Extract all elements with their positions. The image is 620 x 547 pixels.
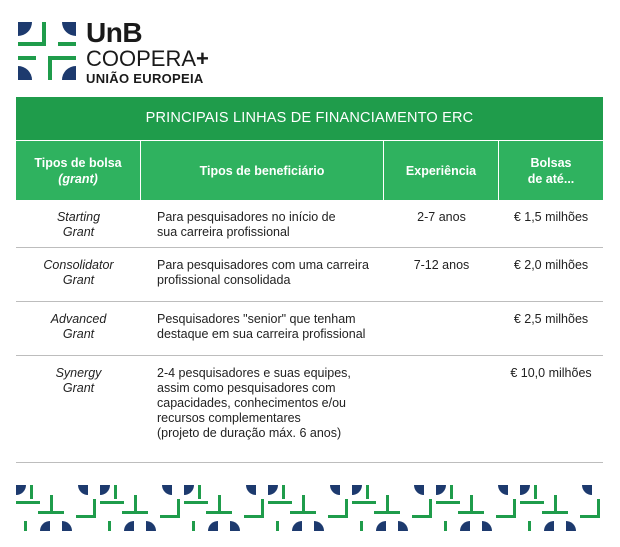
table-row bbox=[16, 200, 603, 248]
cell-beneficiary: Para pesquisadores com uma carreira profissional consolidada bbox=[157, 258, 369, 287]
table-row bbox=[16, 356, 603, 463]
cell-amount: € 2,5 milhões bbox=[513, 312, 589, 326]
header-beneficiary: Tipos de beneficiário bbox=[141, 141, 384, 200]
header-amount-sub: de até... bbox=[527, 171, 575, 186]
header-grant-type bbox=[16, 141, 141, 200]
decorative-geometric-pattern-icon bbox=[16, 485, 603, 531]
logo-brand: UnB bbox=[86, 17, 143, 48]
logo-plus-symbol: + bbox=[196, 46, 209, 71]
logo-subtitle: UNIÃO EUROPEIA bbox=[86, 71, 204, 86]
cell-experience bbox=[384, 302, 499, 355]
erc-funding-table bbox=[16, 97, 603, 463]
table-header-row bbox=[16, 140, 603, 200]
header-experience: Experiência bbox=[384, 141, 499, 200]
cell-amount: € 10,0 milhões bbox=[510, 366, 592, 380]
cell-amount: € 2,0 milhões bbox=[513, 258, 589, 272]
table-row bbox=[16, 302, 603, 356]
logo-program-name: COOPERA bbox=[86, 46, 197, 71]
table-row bbox=[16, 248, 603, 302]
cell-experience: 7-12 anos bbox=[413, 258, 470, 272]
table-title: PRINCIPAIS LINHAS DE FINANCIAMENTO ERC bbox=[16, 97, 603, 140]
header-amount bbox=[499, 141, 603, 200]
cell-beneficiary: Para pesquisadores no início de sua carreira profissional bbox=[157, 210, 336, 239]
cell-grant: Synergy Grant bbox=[55, 366, 102, 395]
cell-grant: Consolidator Grant bbox=[43, 258, 114, 287]
header-grant-type-label: Tipos de bolsa bbox=[34, 155, 122, 170]
cell-grant: Starting Grant bbox=[56, 210, 101, 239]
cell-beneficiary: 2-4 pesquisadores e suas equipes, assim como pesquisadores com capacidades, conhecimentos e/ou recursos complementares (projeto de duração máx. 6 anos) bbox=[157, 366, 351, 440]
logo-program bbox=[86, 48, 209, 70]
cell-beneficiary: Pesquisadores "senior" que tenham destaque em sua carreira profissional bbox=[157, 312, 366, 341]
cell-experience: 2-7 anos bbox=[417, 210, 466, 224]
coopera-cross-icon bbox=[18, 22, 76, 80]
unb-coopera-logo bbox=[18, 17, 248, 86]
cell-experience bbox=[384, 356, 499, 462]
cell-amount: € 1,5 milhões bbox=[513, 210, 589, 224]
header-grant-type-sub: (grant) bbox=[58, 171, 98, 186]
header-amount-label: Bolsas bbox=[530, 155, 572, 170]
cell-grant: Advanced Grant bbox=[50, 312, 107, 341]
